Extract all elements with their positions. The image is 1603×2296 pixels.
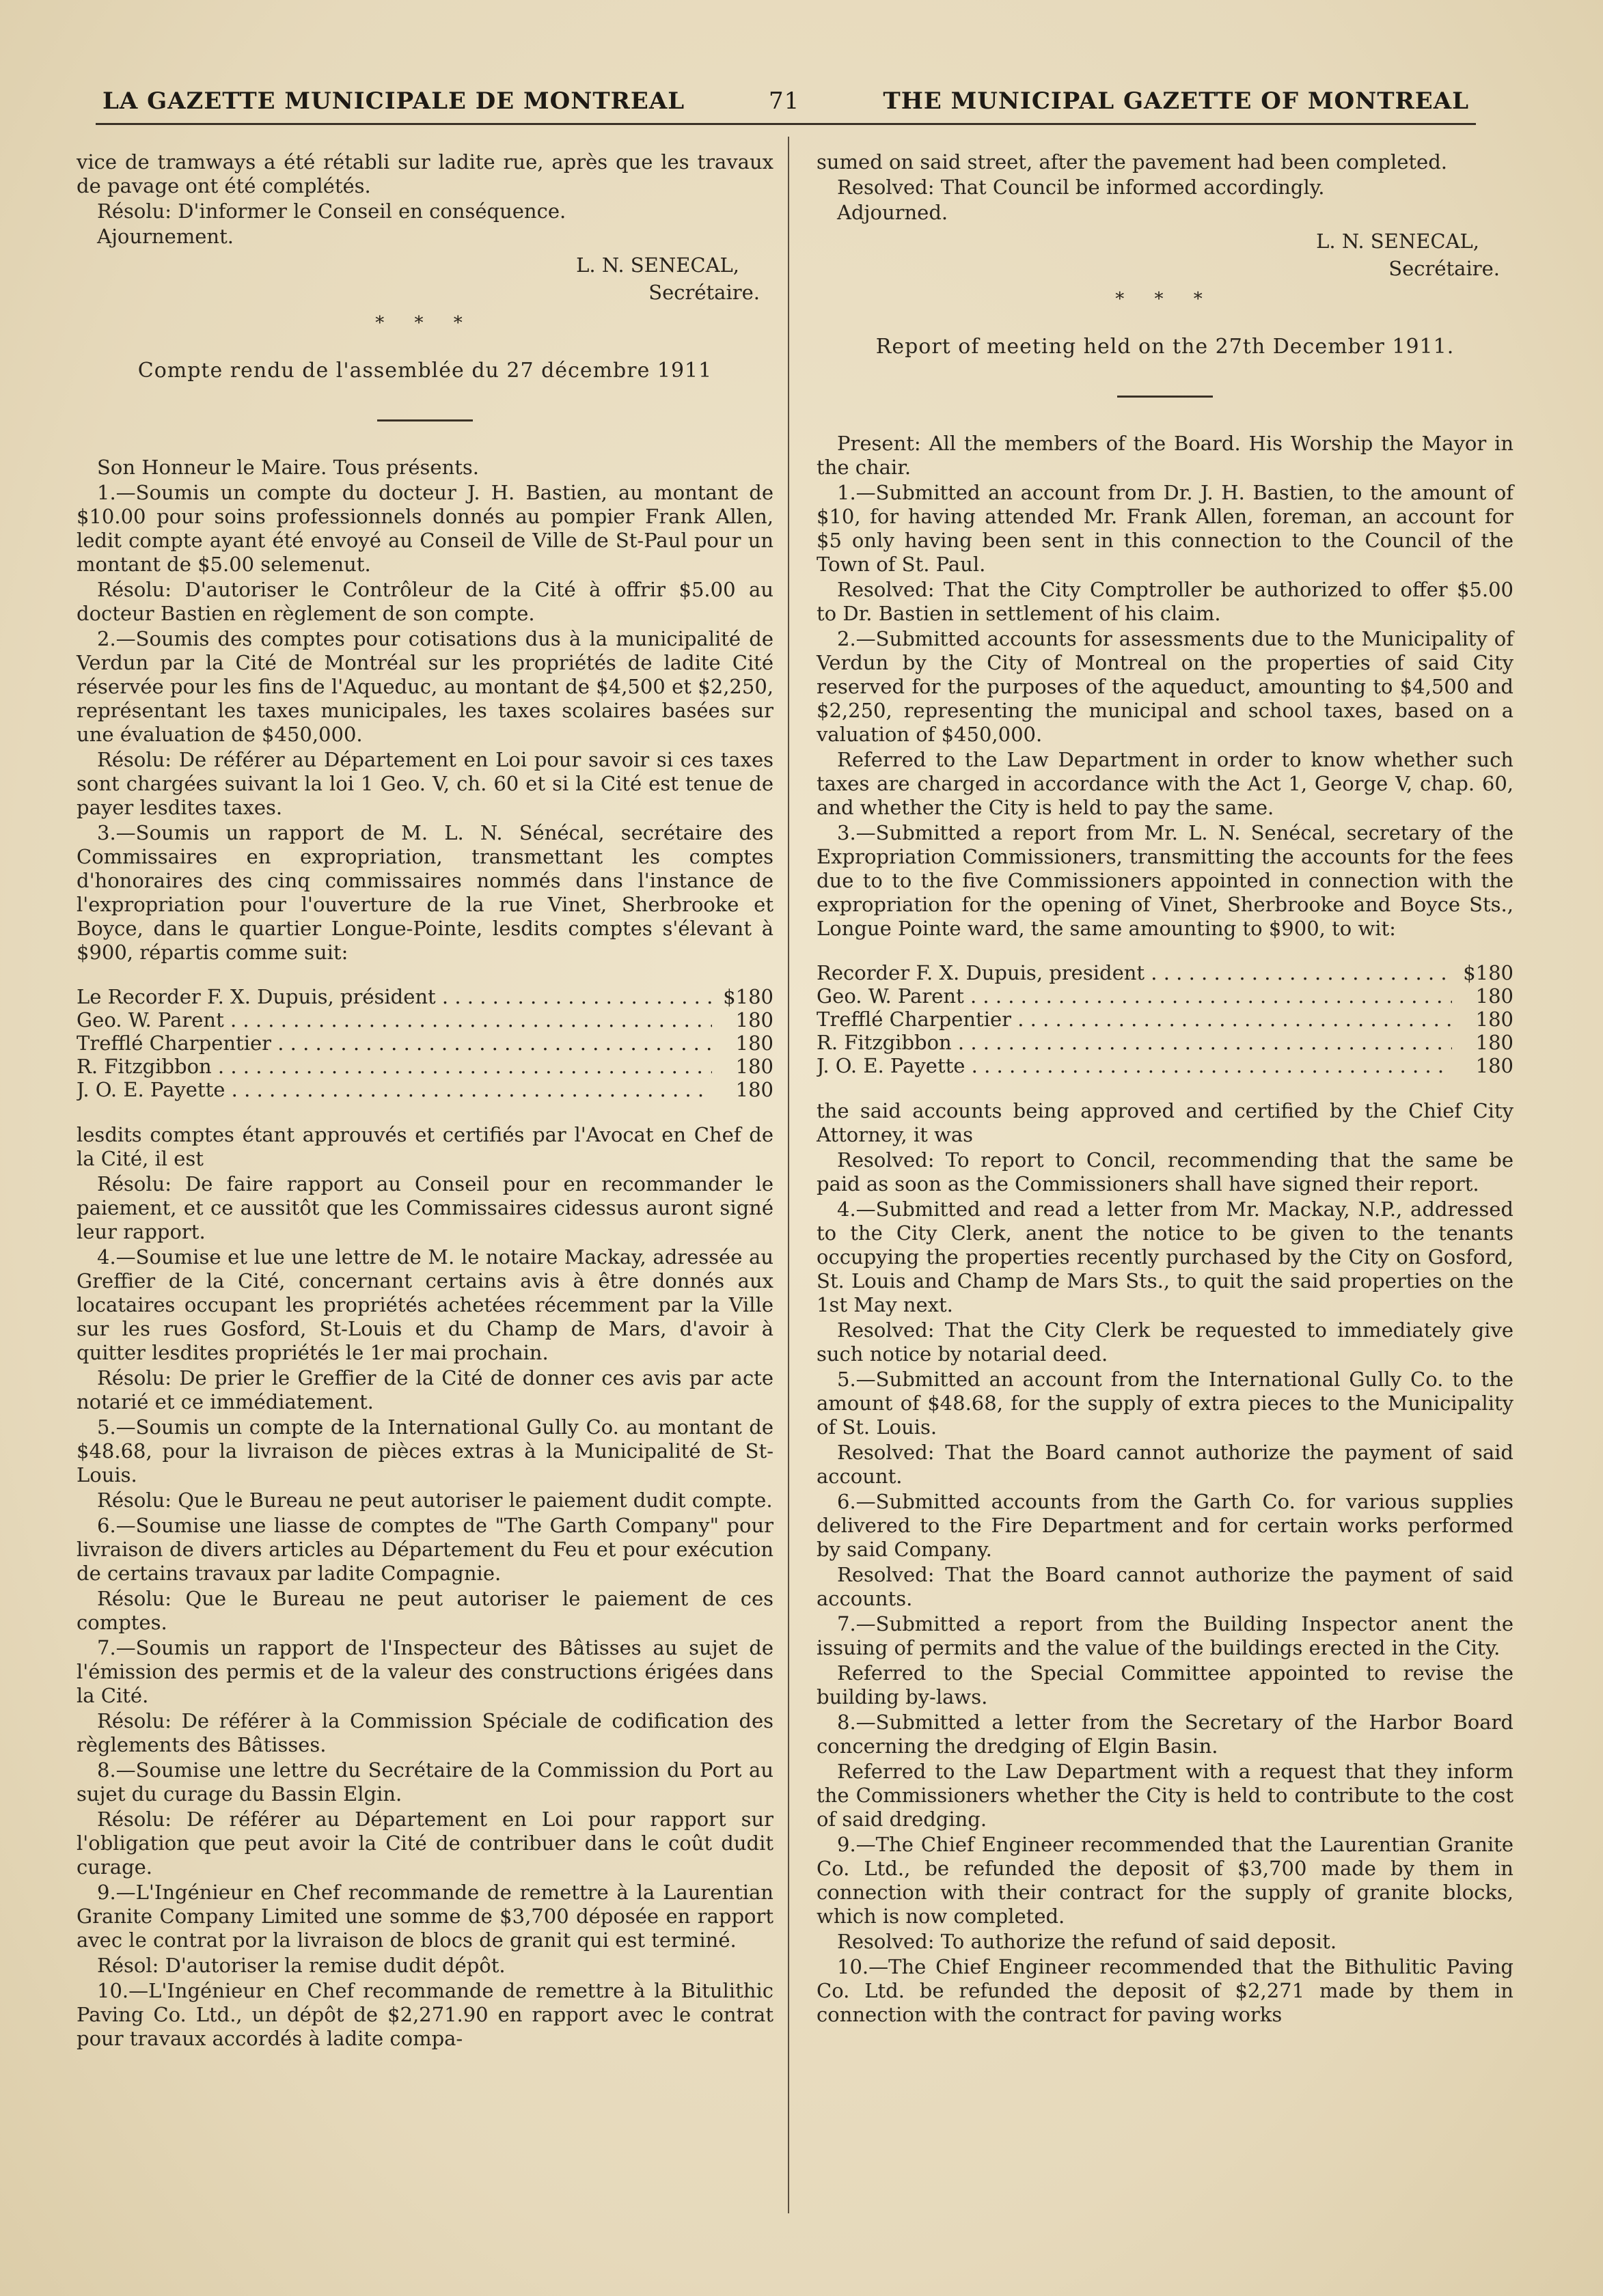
paragraph: Referred to the Law Department with a request that they inform the Commissioners whether the City is held to contribute to the cost of said dredging. [817, 1760, 1513, 1831]
paragraph: Resolved: That the City Comptroller be authorized to offer $5.00 to Dr. Bastien in settlement of his claim. [817, 578, 1513, 625]
paragraph: 5.—Submitted an account from the International Gully Co. to the amount of $48.68, for the supply of extra pieces to the Municipality of St. Louis. [817, 1368, 1513, 1439]
list-item [817, 1008, 1513, 1031]
list-item-name: R. Fitzgibbon . . . [77, 1055, 712, 1078]
paragraph: Referred to the Law Department in order to know whether such taxes are charged in accordance with the Act 1, George V, chap. 60, and whether the City is held to pay the same. [817, 748, 1513, 819]
paragraph: Present: All the members of the Board. His Worship the Mayor in the chair. [817, 432, 1513, 479]
list-item-amount: 180 [1475, 1054, 1513, 1077]
paragraph: 8.—Soumise une lettre du Secrétaire de la Commission du Port au sujet du curage du Bassin Elgin. [77, 1758, 773, 1806]
paragraph: Adjourned. [837, 201, 948, 224]
list-item-name: Geo. W. Parent . . . [77, 1008, 712, 1032]
list-item-name: Recorder F. X. Dupuis, president . . . [817, 961, 1452, 984]
paragraph: Résol: D'autoriser la remise dudit dépôt. [97, 1954, 506, 1977]
paragraph: Résolu: De faire rapport au Conseil pour en recommander le paiement, et ce aussitôt que les Commissaires cidessus auront signé leur rapport. [77, 1172, 773, 1243]
signature-name: L. N. SENECAL, [576, 253, 739, 277]
paragraph: Resolved: That the Board cannot authorize the payment of said accounts. [817, 1563, 1513, 1610]
paragraph: Resolved: To report to Concil, recommending that the same be paid as soon as the Commissioners shall have signed their report. [817, 1148, 1513, 1195]
signature-title: Secrétaire. [648, 281, 760, 304]
list-item-amount: 180 [735, 1055, 773, 1078]
paragraph: Résolu: D'autoriser le Contrôleur de la Cité à offrir $5.00 au docteur Bastien en règlement de son compte. [77, 578, 773, 625]
list-item-amount: 180 [1475, 984, 1513, 1008]
paragraph: Résolu: De référer au Département en Loi pour rapport sur l'obligation que peut avoir la Cité de contribuer dans le coût dudit curage. [77, 1808, 773, 1879]
list-item [817, 984, 1513, 1008]
paragraph: 1.—Soumis un compte du docteur J. H. Bastien, au montant de $10.00 pour soins professionnels donnés au pompier Frank Allen, ledit compte ayant été envoyé au Conseil de Ville de St-Paul pour un montant de $5.00 selemenut. [77, 481, 773, 576]
page-header [102, 81, 1469, 122]
paragraph: 10.—The Chief Engineer recommended that the Bithulitic Paving Co. Ltd. be refunded the deposit of $2,271 made by them in connection with the contract for paving works [817, 1955, 1513, 2026]
paragraph: 2.—Submitted accounts for assessments due to the Municipality of Verdun by the City of Montreal on the properties of said City reserved for the purposes of the aqueduct, amounting to $4,500 and $2,250, representing the municipal and school taxes, based on a valuation of $450,000. [817, 627, 1513, 746]
paragraph: 4.—Soumise et lue une lettre de M. le notaire Mackay, adressée au Greffier de la Cité, concernant certains avis à être donnés aux locataires occupant les propriétés achetées récemment par la Ville sur les rues Gosford, St-Louis et du Champ de Mars, d'avoir à quitter lesdites propriétés le 1er mai prochain. [77, 1245, 773, 1364]
signature-title: Secrétaire. [1388, 257, 1500, 280]
paragraph: the said accounts being approved and certified by the Chief City Attorney, it was [817, 1099, 1513, 1146]
paragraph: 7.—Soumis un rapport de l'Inspecteur des Bâtisses au sujet de l'émission des permis et de la valeur des constructions érigées dans la Cité. [77, 1636, 773, 1707]
paragraph: 6.—Submitted accounts from the Garth Co. for various supplies delivered to the Fire Department and for certain works performed by said Company. [817, 1490, 1513, 1561]
section-separator: * * * [1115, 289, 1215, 309]
header-rule [96, 123, 1476, 125]
paragraph: 9.—L'Ingénieur en Chef recommande de remettre à la Laurentian Granite Company Limited une somme de $3,700 déposée en rapport avec le contrat por la livraison de blocs de granit qui est terminé. [77, 1881, 773, 1952]
list-item [77, 1055, 773, 1078]
fees-list [77, 985, 773, 1101]
list-item [817, 961, 1513, 984]
list-item-amount: 180 [735, 1078, 773, 1101]
paragraph: 5.—Soumis un compte de la International Gully Co. au montant de $48.68, pour la livraison de pièces extras à la Municipalité de St-Louis. [77, 1415, 773, 1486]
column-divider [788, 137, 789, 2213]
paragraph: sumed on said street, after the pavement had been completed. [817, 150, 1447, 174]
paragraph: 8.—Submitted a letter from the Secretary of the Harbor Board concerning the dredging of Elgin Basin. [817, 1711, 1513, 1758]
paragraph: Résolu: Que le Bureau ne peut autoriser le paiement de ces comptes. [77, 1587, 773, 1634]
short-rule [377, 419, 473, 421]
signature-name: L. N. SENECAL, [1316, 230, 1479, 253]
meeting-heading: Compte rendu de l'assemblée du 27 décembre 1911 [137, 359, 713, 383]
list-item-amount: $180 [723, 985, 773, 1008]
paragraph: Resolved: To authorize the refund of said deposit. [837, 1930, 1337, 1953]
paragraph: Résolu: Que le Bureau ne peut autoriser le paiement dudit compte. [97, 1489, 773, 1512]
page-number: 71 [769, 87, 800, 115]
header-english-title: THE MUNICIPAL GAZETTE OF MONTREAL [883, 87, 1469, 115]
paragraph: 9.—The Chief Engineer recommended that the Laurentian Granite Co. Ltd., be refunded the deposit of $3,700 made by them in connection with their contract for the supply of granite blocks, which is now completed. [817, 1833, 1513, 1928]
header-french-title: LA GAZETTE MUNICIPALE DE MONTREAL [102, 87, 685, 115]
list-item-amount: 180 [1475, 1008, 1513, 1031]
paragraph: 1.—Submitted an account from Dr. J. H. Bastien, to the amount of $10, for having attended Mr. Frank Allen, foreman, an account for $5 only having been sent in this connection to the Council of the Town of St. Paul. [817, 481, 1513, 576]
paragraph: Résolu: De référer au Département en Loi pour savoir si ces taxes sont chargées suivant la loi 1 Geo. V, ch. 60 et si la Cité est tenue de payer lesdites taxes. [77, 748, 773, 819]
meeting-heading: Report of meeting held on the 27th December 1911. [875, 335, 1455, 359]
paragraph: Ajournement. [97, 225, 234, 248]
english-column [817, 150, 1513, 2028]
paragraph: 10.—L'Ingénieur en Chef recommande de remettre à la Bitulithic Paving Co. Ltd., un dépôt de $2,271.90 en rapport avec le contrat pour travaux accordés à ladite compa- [77, 1979, 773, 2050]
paragraph: 3.—Submitted a report from Mr. L. N. Senécal, secretary of the Expropriation Commissioners, transmitting the accounts for the fees due to to the five Commissioners appointed in connection with the expropriation for the opening of Vinet, Sherbrooke and Boyce Sts., Longue Pointe ward, the same amounting to $900, to wit: [817, 821, 1513, 940]
list-item-name: R. Fitzgibbon . . . [817, 1031, 1452, 1054]
list-item [77, 1008, 773, 1032]
paragraph: 2.—Soumis des comptes pour cotisations dus à la municipalité de Verdun par la Cité de Montréal sur les propriétés de ladite Cité réservée pour les fins de l'Aqueduc, au montant de $4,500 et $2,250, représentant les taxes municipales, les taxes scolaires basées sur une évaluation de $450,000. [77, 627, 773, 746]
list-item-name: J. O. E. Payette . . . [77, 1078, 712, 1101]
list-item-amount: 180 [735, 1008, 773, 1032]
list-item-name: Le Recorder F. X. Dupuis, président . . . [77, 985, 712, 1008]
signature-block [817, 227, 1500, 282]
list-item-name: Trefflé Charpentier . . . [817, 1008, 1452, 1031]
list-item-name: Geo. W. Parent . . . [817, 984, 1452, 1008]
list-item [77, 1032, 773, 1055]
list-item-name: J. O. E. Payette . . . [817, 1054, 1452, 1077]
paragraph: 4.—Submitted and read a letter from Mr. Mackay, N.P., addressed to the City Clerk, anent the notice to be given to the tenants occupying the properties recently purchased by the City on Gosford, St. Louis and Champ de Mars Sts., to quit the said properties on the 1st May next. [817, 1198, 1513, 1316]
list-item-amount: 180 [735, 1032, 773, 1055]
paragraph: vice de tramways a été rétabli sur ladite rue, après que les travaux de pavage ont été complétés. [77, 150, 773, 197]
paragraph: Résolu: De prier le Greffier de la Cité de donner ces avis par acte notarié et ce immédiatement. [77, 1366, 773, 1413]
paragraph: Resolved: That the Board cannot authorize the payment of said account. [817, 1441, 1513, 1488]
section-separator: * * * [375, 313, 475, 333]
paragraph: Son Honneur le Maire. Tous présents. [97, 456, 480, 479]
list-item [817, 1031, 1513, 1054]
short-rule [1117, 396, 1213, 398]
paragraph: 6.—Soumise une liasse de comptes de "The Garth Company" pour livraison de divers articles au Département du Feu et pour exécution de certains travaux par ladite Compagnie. [77, 1514, 773, 1585]
fees-list [817, 961, 1513, 1077]
paragraph: Resolved: That Council be informed accordingly. [837, 176, 1325, 199]
paragraph: Resolved: That the City Clerk be requested to immediately give such notice by notarial deed. [817, 1318, 1513, 1366]
paragraph: Résolu: De référer à la Commission Spéciale de codification des règlements des Bâtisses. [77, 1709, 773, 1756]
list-item-name: Trefflé Charpentier . . . [77, 1032, 712, 1055]
list-item [77, 1078, 773, 1101]
paragraph: 3.—Soumis un rapport de M. L. N. Sénécal, secrétaire des Commissaires en expropriation, transmettant les comptes d'honoraires des cinq commissaires nommés dans l'instance de l'expropriation pour l'ouverture de la rue Vinet, Sherbrooke et Boyce, dans le quartier Longue-Pointe, lesdits comptes s'élevant à $900, répartis comme suit: [77, 821, 773, 964]
list-item-amount: 180 [1475, 1031, 1513, 1054]
list-item [77, 985, 773, 1008]
paragraph: Résolu: D'informer le Conseil en conséquence. [97, 199, 566, 223]
paragraph: Referred to the Special Committee appointed to revise the building by-laws. [817, 1661, 1513, 1709]
signature-block [77, 251, 760, 306]
paragraph: 7.—Submitted a report from the Building Inspector anent the issuing of permits and the value of the buildings erected in the City. [817, 1612, 1513, 1659]
paragraph: lesdits comptes étant approuvés et certifiés par l'Avocat en Chef de la Cité, il est [77, 1123, 773, 1170]
french-column [77, 150, 773, 2052]
list-item-amount: $180 [1463, 961, 1513, 984]
list-item [817, 1054, 1513, 1077]
